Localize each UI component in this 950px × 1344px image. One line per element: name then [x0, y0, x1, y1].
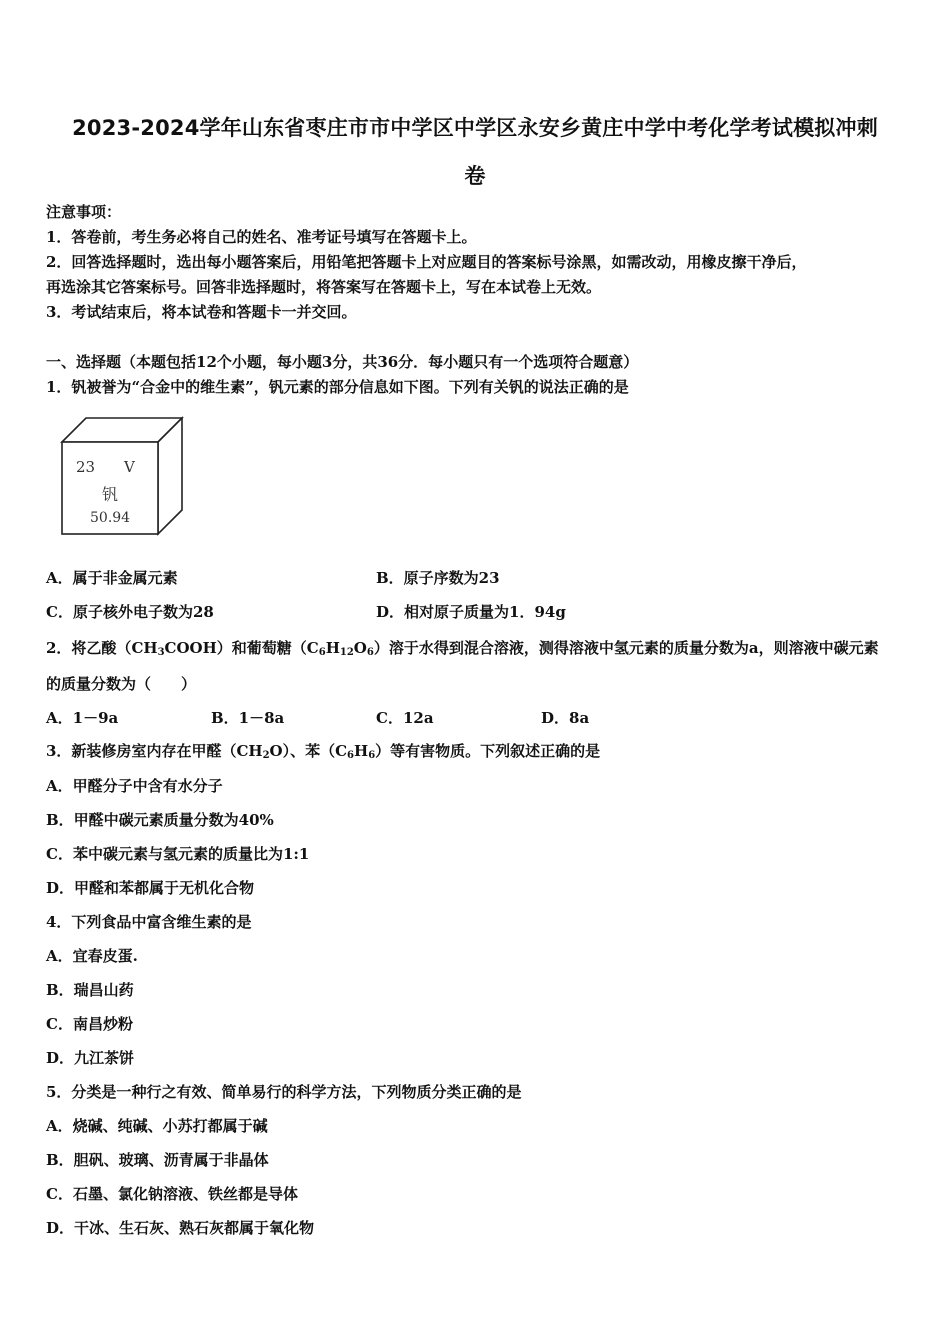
notice-item: 1．答卷前，考生务必将自己的姓名、准考证号填写在答题卡上。: [46, 228, 477, 246]
q3-text: H: [354, 742, 369, 760]
q2-option-b: B．1－8a: [211, 709, 285, 727]
q2-subscript: 3: [157, 647, 165, 658]
question-3-stem: [46, 741, 600, 766]
q1-option-d: D．相对原子质量为1．94g: [376, 603, 566, 621]
element-card-vanadium: [58, 414, 188, 536]
q1-option-b: B．原子序数为23: [376, 569, 500, 587]
q2-option-c: C．12a: [376, 709, 434, 727]
notice-item: 3．考试结束后，将本试卷和答题卡一并交回。: [46, 303, 357, 321]
q2-subscript: 12: [339, 647, 354, 658]
q2-option-d: D．8a: [541, 709, 590, 727]
question-2-stem: [46, 638, 879, 663]
q5-option-b: B．胆矾、玻璃、沥青属于非晶体: [46, 1151, 269, 1169]
question-1-stem: 1．钒被誉为“合金中的维生素”，钒元素的部分信息如下图。下列有关钒的说法正确的是: [46, 378, 629, 396]
q2-option-a: A．1－9a: [46, 709, 119, 727]
q2-text: COOH）和葡萄糖（C: [164, 639, 319, 657]
q2-text: 2．将乙酸（CH: [46, 639, 158, 657]
q3-option-a: A．甲醛分子中含有水分子: [46, 777, 223, 795]
q1-option-a: A．属于非金属元素: [46, 569, 178, 587]
q2-subscript: 6: [366, 647, 374, 658]
q4-option-b: B．瑞昌山药: [46, 981, 134, 999]
notice-item: 2．回答选择题时，选出每小题答案后，用铅笔把答题卡上对应题目的答案标号涂黑，如需改动，用橡皮擦干净后，: [46, 253, 807, 271]
notice-heading: 注意事项：: [46, 203, 122, 221]
q3-text: O）、苯（C: [269, 742, 348, 760]
element-symbol: V: [124, 458, 135, 476]
atomic-number: 23: [76, 458, 96, 476]
q2-text: ）溶于水得到混合溶液，测得溶液中氢元素的质量分数为a，则溶液中碳元素: [373, 639, 879, 657]
q3-subscript: 6: [368, 750, 376, 761]
element-name: 钒: [102, 485, 119, 504]
question-4-stem: 4．下列食品中富含维生素的是: [46, 913, 252, 931]
exam-title-line1: 2023-2024学年山东省枣庄市市中学区中学区永安乡黄庄中学中考化学考试模拟冲刺: [72, 116, 878, 140]
q3-subscript: 6: [347, 750, 355, 761]
q2-text: O: [353, 639, 367, 657]
q3-option-c: C．苯中碳元素与氢元素的质量比为1:1: [46, 845, 310, 863]
atomic-mass: 50.94: [90, 510, 131, 526]
q5-option-d: D．干冰、生石灰、熟石灰都属于氧化物: [46, 1219, 315, 1237]
question-2-stem-cont: 的质量分数为（ ）: [46, 675, 197, 693]
q4-option-a: A．宜春皮蛋.: [46, 947, 138, 965]
q1-option-c: C．原子核外电子数为28: [46, 603, 214, 621]
q5-option-c: C．石墨、氯化钠溶液、铁丝都是导体: [46, 1185, 298, 1203]
q3-subscript: 2: [262, 750, 270, 761]
question-5-stem: 5．分类是一种行之有效、简单易行的科学方法，下列物质分类正确的是: [46, 1083, 522, 1101]
q2-subscript: 6: [318, 647, 326, 658]
q3-text: ）等有害物质。下列叙述正确的是: [375, 742, 601, 760]
q5-option-a: A．烧碱、纯碱、小苏打都属于碱: [46, 1117, 268, 1135]
section-heading: 一、选择题（本题包括12个小题，每小题3分，共36分．每小题只有一个选项符合题意）: [46, 353, 639, 371]
q3-option-b: B．甲醛中碳元素质量分数为40%: [46, 811, 274, 829]
exam-title-line2: 卷: [464, 164, 486, 188]
notice-item: 再选涂其它答案标号。回答非选择题时，将答案写在答题卡上，写在本试卷上无效。: [46, 278, 602, 296]
q3-text: 3．新装修房室内存在甲醛（CH: [46, 742, 263, 760]
q4-option-c: C．南昌炒粉: [46, 1015, 133, 1033]
q4-option-d: D．九江茶饼: [46, 1049, 135, 1067]
q2-text: H: [325, 639, 340, 657]
q3-option-d: D．甲醛和苯都属于无机化合物: [46, 879, 255, 897]
